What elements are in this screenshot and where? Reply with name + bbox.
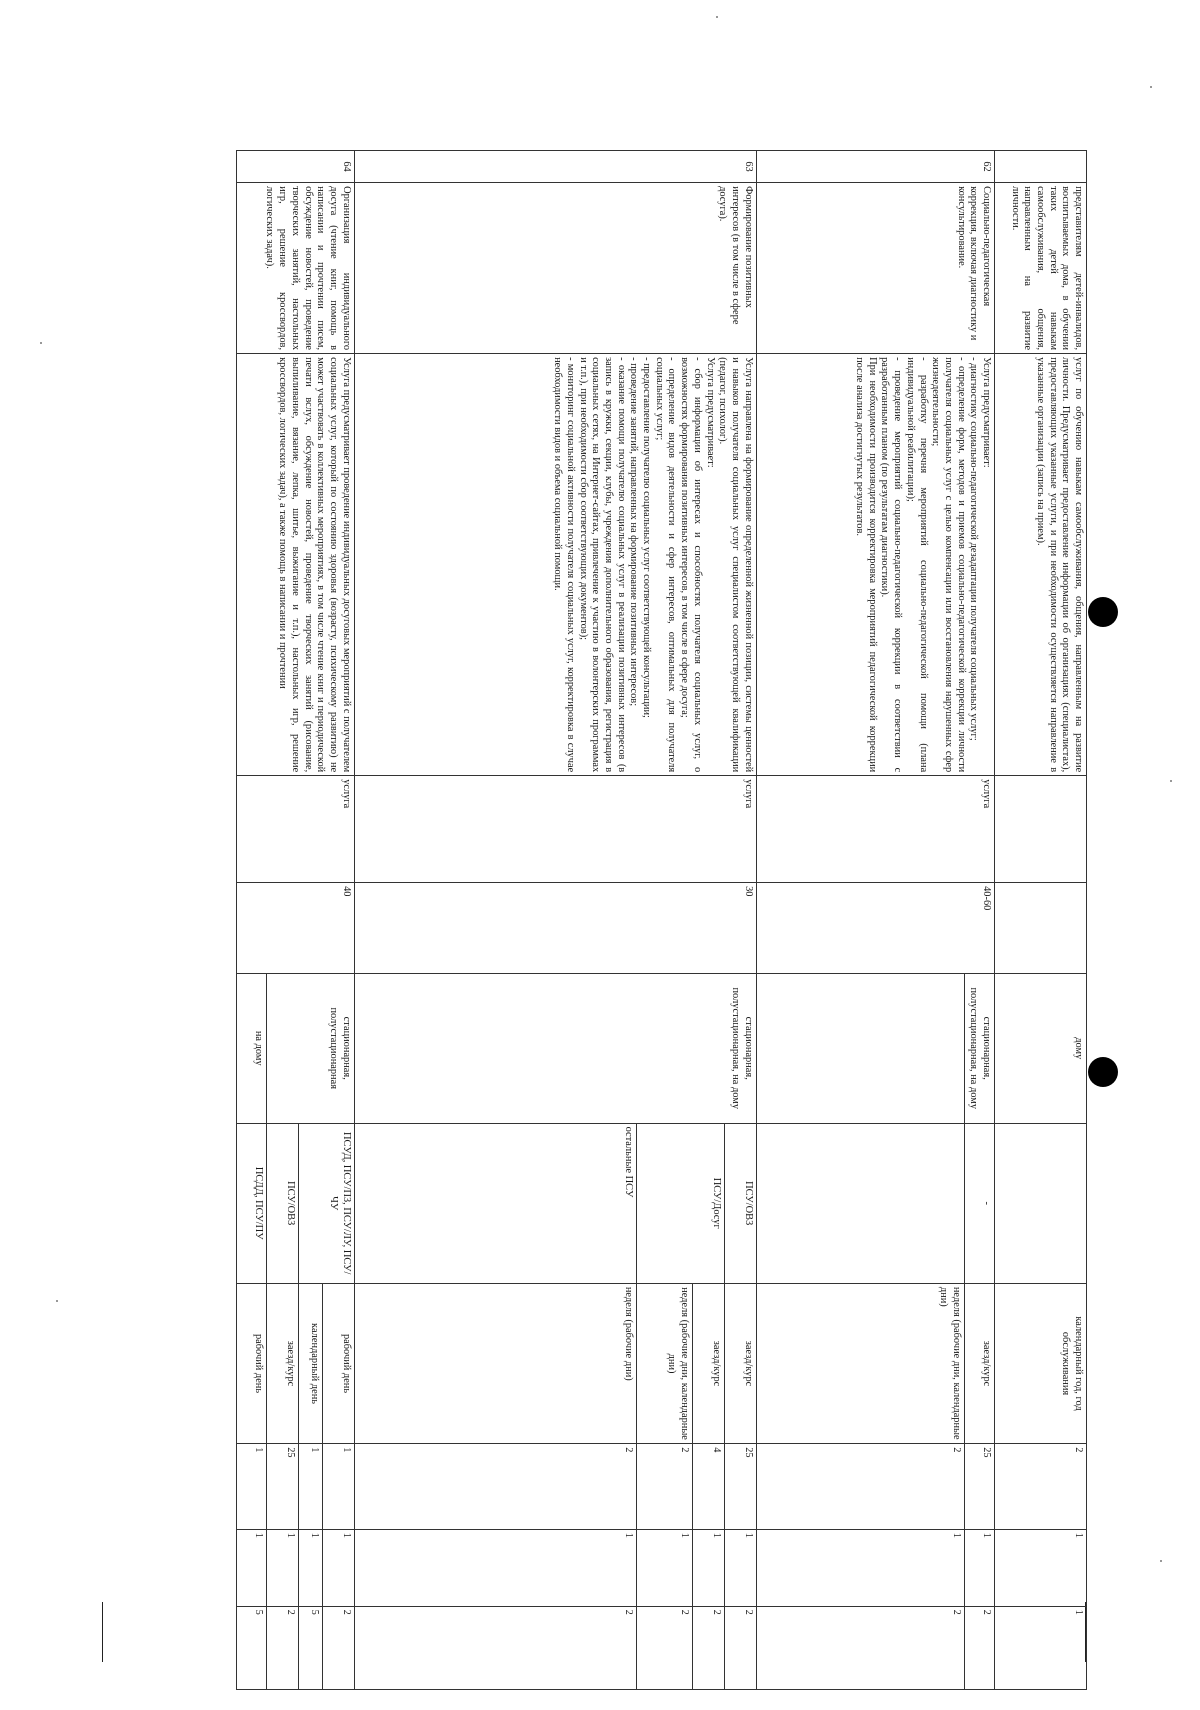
- row-number: [995, 151, 1087, 183]
- col-b: 2: [724, 1606, 756, 1689]
- table-row: [995, 151, 1087, 1690]
- norm-time: 40-60: [756, 883, 994, 974]
- scan-speck: [716, 16, 718, 18]
- volume: 1: [322, 1444, 354, 1530]
- margin-rule: [102, 1602, 103, 1662]
- volume: 1: [298, 1444, 322, 1530]
- period: календарный день: [298, 1283, 322, 1443]
- recipient-category: ПСУ/ОВЗ: [266, 1123, 298, 1283]
- service-name: Формирование позитивных интересов (в том числе в сфере досуга).: [354, 183, 756, 354]
- col-b: 2: [354, 1606, 636, 1689]
- period: заезд/курс: [724, 1283, 756, 1443]
- service-form: дому: [995, 973, 1087, 1123]
- col-a: 1: [964, 1529, 994, 1606]
- rotated-table-sheet: [107, 150, 1087, 1690]
- col-b: 5: [298, 1606, 322, 1689]
- col-b: 2: [636, 1606, 692, 1689]
- table-row: [724, 151, 756, 1690]
- period: календарный год, год обслуживания: [995, 1283, 1087, 1443]
- table-row: [322, 151, 354, 1690]
- col-b: 5: [236, 1606, 266, 1689]
- service-form: стационарная, полустационарная, на дому: [964, 973, 994, 1123]
- col-b: 2: [266, 1606, 298, 1689]
- col-b: 2: [756, 1606, 964, 1689]
- col-a: 1: [236, 1529, 266, 1606]
- scan-speck: [56, 1300, 58, 1302]
- recipient-category: -: [964, 1123, 994, 1283]
- volume: 4: [692, 1444, 724, 1530]
- volume: 2: [354, 1444, 636, 1530]
- col-a: 1: [298, 1529, 322, 1606]
- norm-time: 30: [354, 883, 756, 974]
- recipient-category: ПСУД, ПСУ/ПЗ, ПСУ/ЛУ, ПСУ/ЧУ: [298, 1123, 354, 1283]
- col-a: 1: [322, 1529, 354, 1606]
- recipient-category: остальные ПСУ: [354, 1123, 636, 1283]
- period: заезд/курс: [266, 1283, 298, 1443]
- col-a: 1: [692, 1529, 724, 1606]
- service-name: представителям детей-инвалидов, воспитываемых дома, в обучении таких детей навыкам самообслуживания, общения, направленным на развитие личности.: [995, 183, 1087, 354]
- volume: 2: [756, 1444, 964, 1530]
- table-row: [964, 151, 994, 1690]
- unit: услуга: [354, 776, 756, 883]
- volume: 2: [995, 1444, 1087, 1530]
- unit: [995, 776, 1087, 883]
- service-description: услуг по обучению навыкам самообслуживания, общения, направленным на развитие личности. Предусматривает предоставление информации об организациях (специалистах), предоставляющих указанные услуги, и при необходимости осуществляется направление в указанные организации (запись на прием).: [995, 354, 1087, 776]
- norm-time: 40: [236, 883, 354, 974]
- col-b: 2: [322, 1606, 354, 1689]
- col-a: 1: [756, 1529, 964, 1606]
- period: неделя (рабочие дни, календарные дни): [756, 1283, 964, 1443]
- row-number: 62: [756, 151, 994, 183]
- scan-speck: [1150, 86, 1152, 88]
- recipient-category: [995, 1123, 1087, 1283]
- recipient-category: ПСУ/ОВЗ: [724, 1123, 756, 1283]
- norm-time: [995, 883, 1087, 974]
- period: рабочий день: [236, 1283, 266, 1443]
- service-description: Услуга направлена на формирование определенной жизненной позиции, системы ценностей и навыков получателя социальных услуг специалистом соответствующей квалификации (педагог, психолог). Услуга предусматривает: - сбор информации об интересах и способностях получателя социальных услуг, о возможностях формирования позитивных интересов, в том числе в сфере досуга; - определение видов деятельности и сфер интересов, оптимальных для получателя социальных услуг; - предоставление получателю социальных услуг соответствующей консультации; - проведение занятий, направленных на формирование позитивных интересов; - оказание помощи получателю социальных услуг в реализации позитивных интересов (в запись в кружки, секции, клубы, учреждения дополнительного образования, регистрация в социальных сетях, на Интернет-сайтах, привлечение к участию в волонтерских программах и т.п.), при необходимости сбор соответствующих документов); - мониторинг социальной активности получателя социальных услуг, корректировка в случае необходимости видов и объема социальной помощи.: [354, 354, 756, 776]
- period: неделя (рабочие дни, календарные дни): [636, 1283, 692, 1443]
- volume: 25: [964, 1444, 994, 1530]
- service-name: Социально-педагогическая коррекция, включая диагностику и консультирование.: [756, 183, 994, 354]
- recipient-category: ПСДД, ПСУ/ПУ: [236, 1123, 266, 1283]
- volume: 25: [266, 1444, 298, 1530]
- period: рабочий день: [322, 1283, 354, 1443]
- col-a: 1: [266, 1529, 298, 1606]
- volume: 1: [236, 1444, 266, 1530]
- scan-speck: [1170, 780, 1172, 782]
- service-description: Услуга предусматривает проведение индивидуальных досуговых мероприятий с получателем социальных услуг, который по состоянию здоровья (возрасту, психическому развитию) не может участвовать в коллективных мероприятиях, в том числе чтение книг и периодической печати вслух, обсуждение новостей, проведение творческих занятий (рисование, выпиливание, вязание, лепка, шитье, выжигание и т.п.), настольных игр, решение кроссвордов, логических задач), а также помощь в написании и прочтении: [236, 354, 354, 776]
- row-number: 63: [354, 151, 756, 183]
- col-a: 1: [636, 1529, 692, 1606]
- service-name: Организация индивидуального досуга (чтение книг, помощь в написании и прочтении писем, обсуждение новостей, проведение творческих занятий, настольных игр, решение кроссвордов, логических задач).: [236, 183, 354, 354]
- service-form: на дому: [236, 973, 266, 1123]
- scan-speck: [1160, 1560, 1162, 1562]
- period: заезд/курс: [692, 1283, 724, 1443]
- col-a: 1: [724, 1529, 756, 1606]
- service-form: стационарная, полустационарная, на дому: [354, 973, 756, 1123]
- col-b: 2: [692, 1606, 724, 1689]
- col-a: 1: [995, 1529, 1087, 1606]
- unit: услуга: [236, 776, 354, 883]
- service-description: Услуга предусматривает: - диагностику социально-педагогической дезадаптации получателя социальных услуг; - определение форм, методов и приемов социально-педагогической коррекции личности получателя социальных услуг с целью компенсации или восстановления нарушенных сфер жизнедеятельности; - разработку перечня мероприятий социально-педагогической помощи (плана индивидуальной реабилитации); - проведение мероприятий социально-педагогической коррекции в соответствии с разработанным планом (по результатам диагностики). При необходимости производится корректировка мероприятий педагогической коррекции после анализа достигнутых результатов.: [756, 354, 994, 776]
- service-form: стационарная, полустационарная: [266, 973, 354, 1123]
- row-number: 64: [236, 151, 354, 183]
- col-a: 1: [354, 1529, 636, 1606]
- period: неделя (рабочие дни): [354, 1283, 636, 1443]
- period: заезд/курс: [964, 1283, 994, 1443]
- col-b: 2: [964, 1606, 994, 1689]
- recipient-category: ПСУ/Досуг: [636, 1123, 724, 1283]
- scan-speck: [40, 342, 42, 344]
- punch-hole-bottom: [1088, 1057, 1118, 1087]
- volume: 25: [724, 1444, 756, 1530]
- recipient-category: [756, 1123, 964, 1283]
- service-form: [756, 973, 964, 1123]
- unit: услуга: [756, 776, 994, 883]
- volume: 2: [636, 1444, 692, 1530]
- services-table: [236, 150, 1087, 1690]
- col-b: 1: [995, 1606, 1087, 1689]
- punch-hole-top: [1088, 597, 1118, 627]
